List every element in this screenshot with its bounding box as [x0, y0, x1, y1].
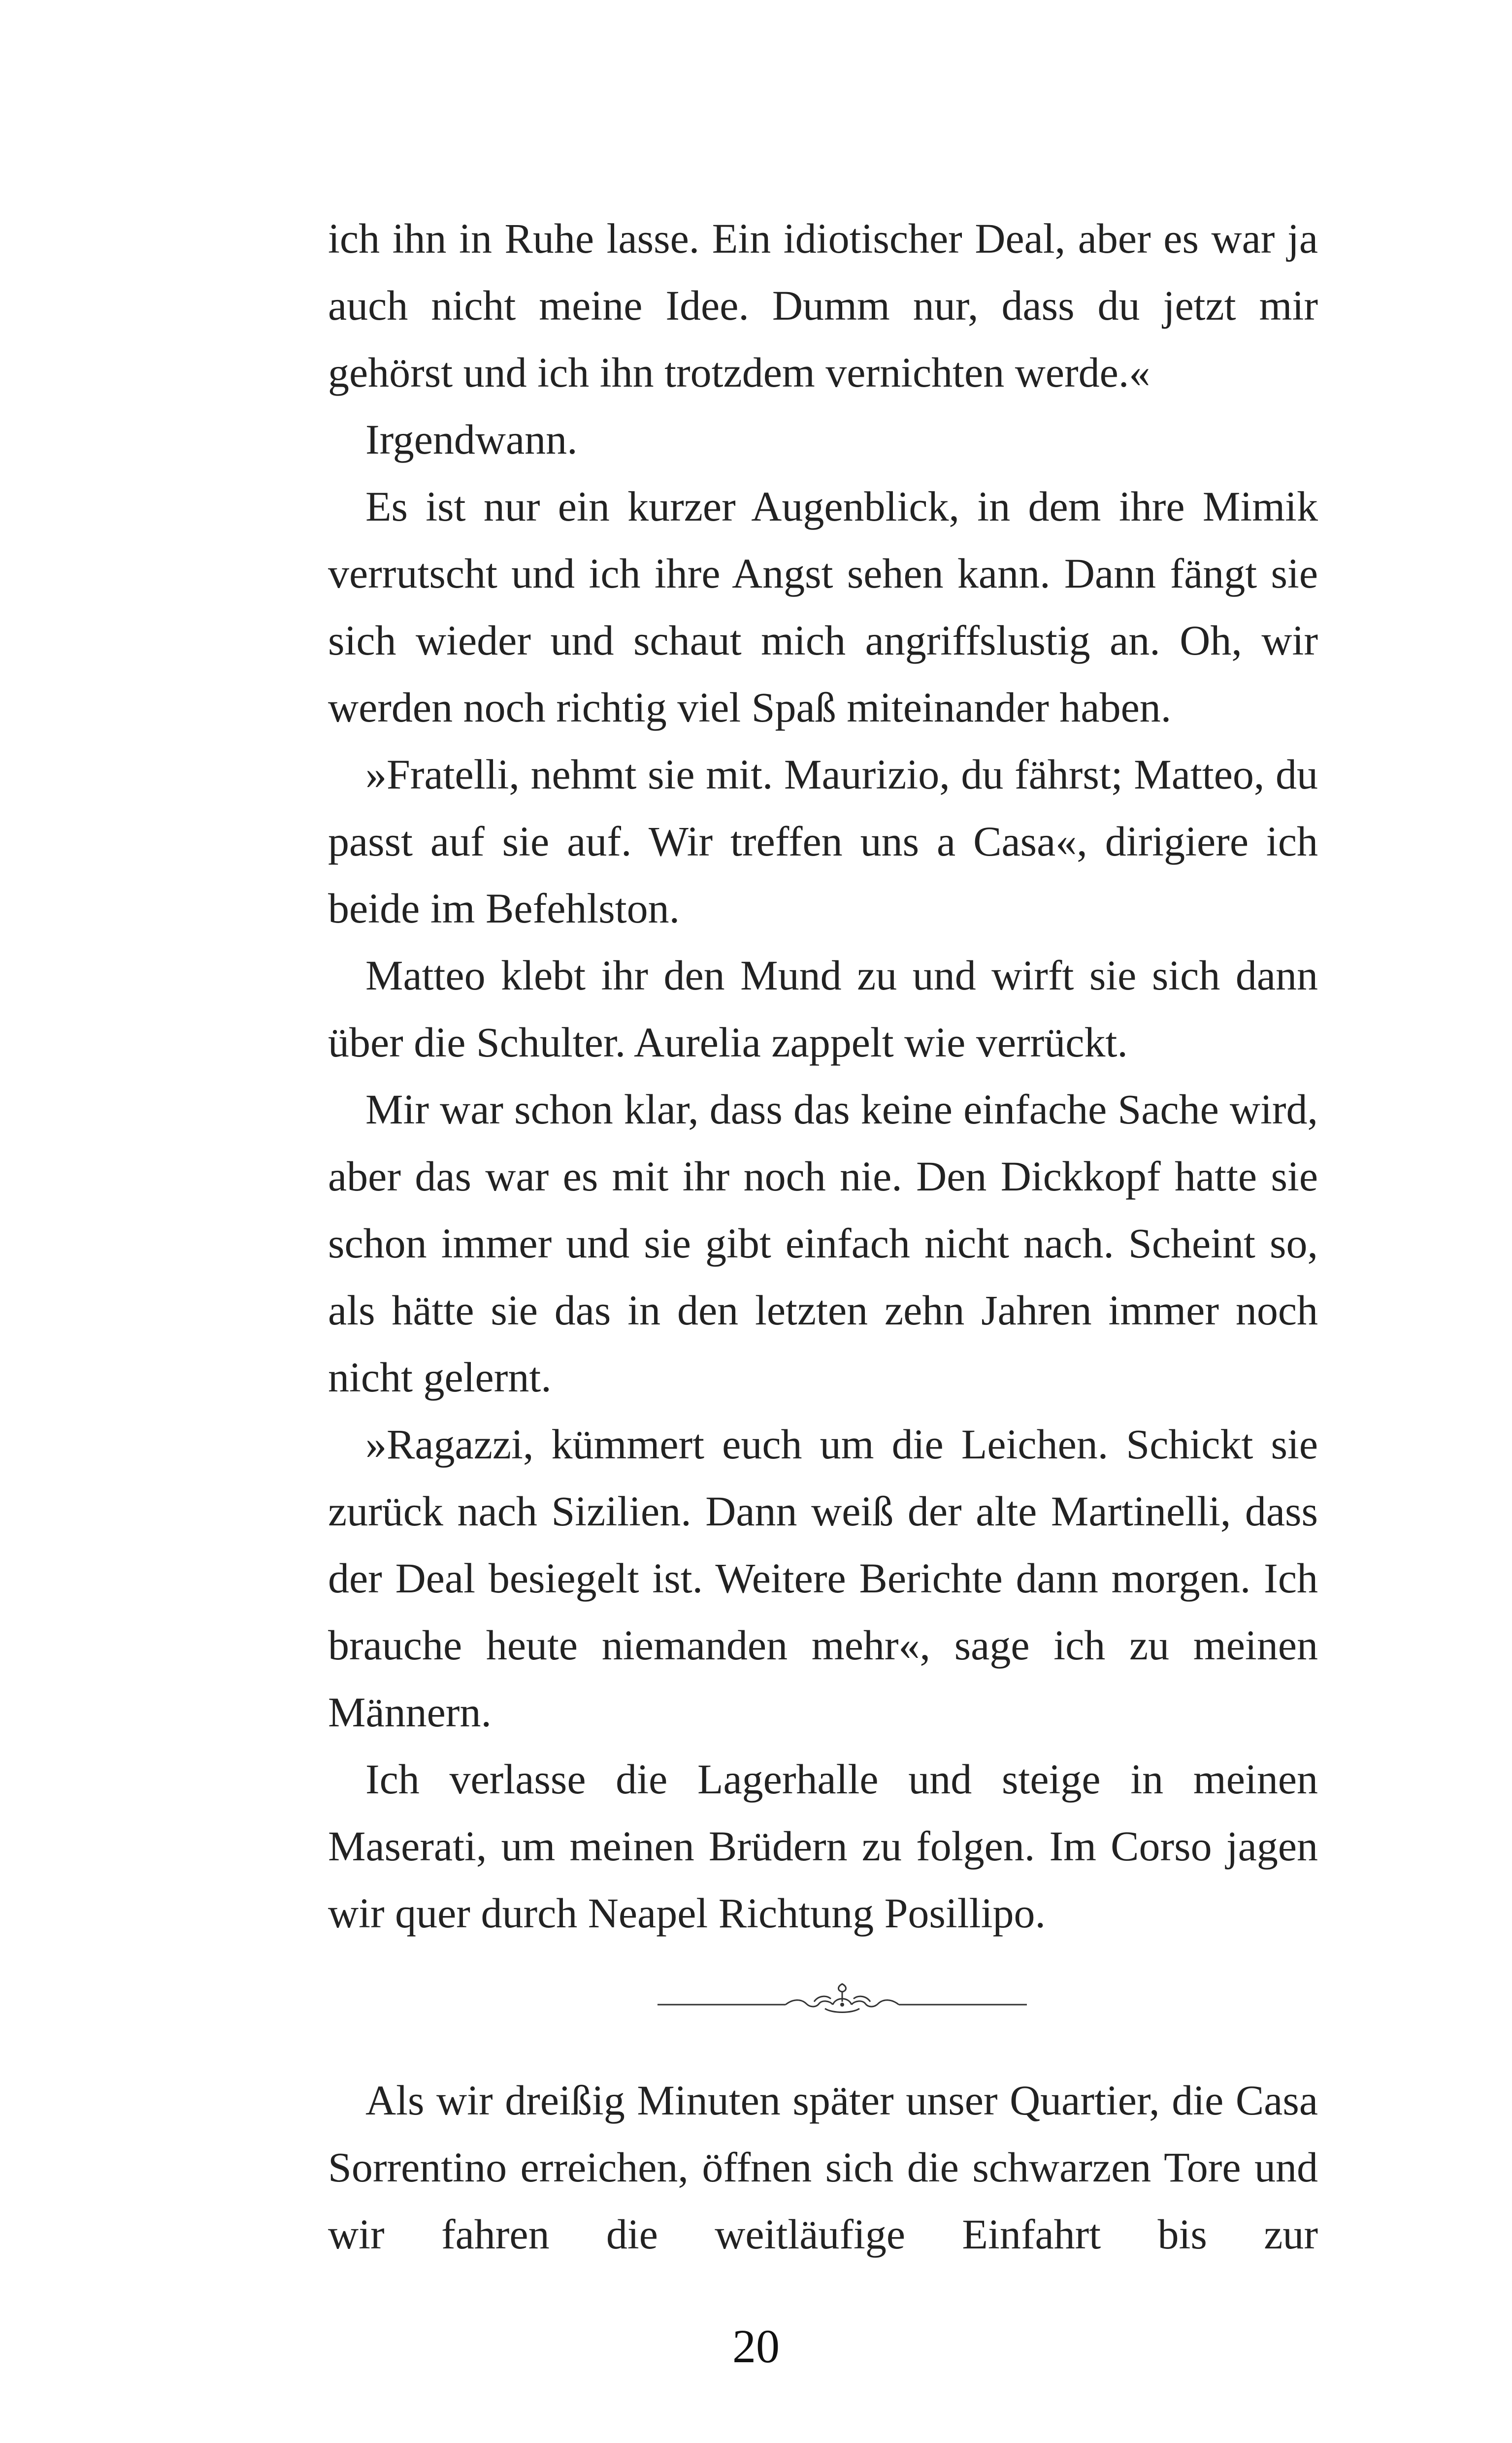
- page-number: 20: [732, 2320, 780, 2373]
- paragraph: Ich verlasse die Lagerhalle und steige in meinen Maserati, um meinen Brüdern zu folgen. Im Corso jagen wir quer durch Neapel Richtung Posillipo.: [328, 1755, 1318, 1937]
- paragraph: »Ragazzi, kümmert euch um die Leichen. Schickt sie zurück nach Sizilien. Dann weiß der alte Martinelli, dass der Deal besiegelt ist. Weitere Berichte dann morgen. Ich brauche heute niemanden mehr«, sage ich zu meinen Männern.: [328, 1420, 1318, 1736]
- paragraph: Als wir dreißig Minuten später unser Quartier, die Casa Sorrentino erreichen, öffnen sich die schwarzen Tore und wir fahren die weitläufige Einfahrt bis zur: [328, 2077, 1318, 2258]
- paragraph: »Fratelli, nehmt sie mit. Maurizio, du fährst; Matteo, du passt auf sie auf. Wir treffen uns a Casa«, dirigiere ich beide im Befehlston.: [328, 751, 1318, 932]
- paragraph: Mir war schon klar, dass das keine einfache Sache wird, aber das war es mit ihr noch nie. Den Dickkopf hatte sie schon immer und sie gibt einfach nicht nach. Scheint so, als hätte sie das in den letzten zehn Jahren immer noch nicht gelernt.: [328, 1086, 1318, 1401]
- body-text-top: [328, 205, 1318, 1947]
- paragraph: ich ihn in Ruhe lasse. Ein idiotischer Deal, aber es war ja auch nicht meine Idee. Dumm nur, dass du jetzt mir gehörst und ich ihn trotzdem vernichten werde.«: [328, 215, 1318, 396]
- ornamental-divider-icon: [657, 1979, 1027, 2023]
- paragraph: Matteo klebt ihr den Mund zu und wirft sie sich dann über die Schulter. Aurelia zappelt wie verrückt.: [328, 952, 1318, 1066]
- paragraph: Es ist nur ein kurzer Augenblick, in dem ihre Mimik verrutscht und ich ihre Angst sehen kann. Dann fängt sie sich wieder und schaut mich angriffslustig an. Oh, wir werden noch richtig viel Spaß miteinander haben.: [328, 483, 1318, 731]
- body-text-bottom: [328, 2067, 1318, 2268]
- paragraph: Irgendwann.: [365, 416, 578, 463]
